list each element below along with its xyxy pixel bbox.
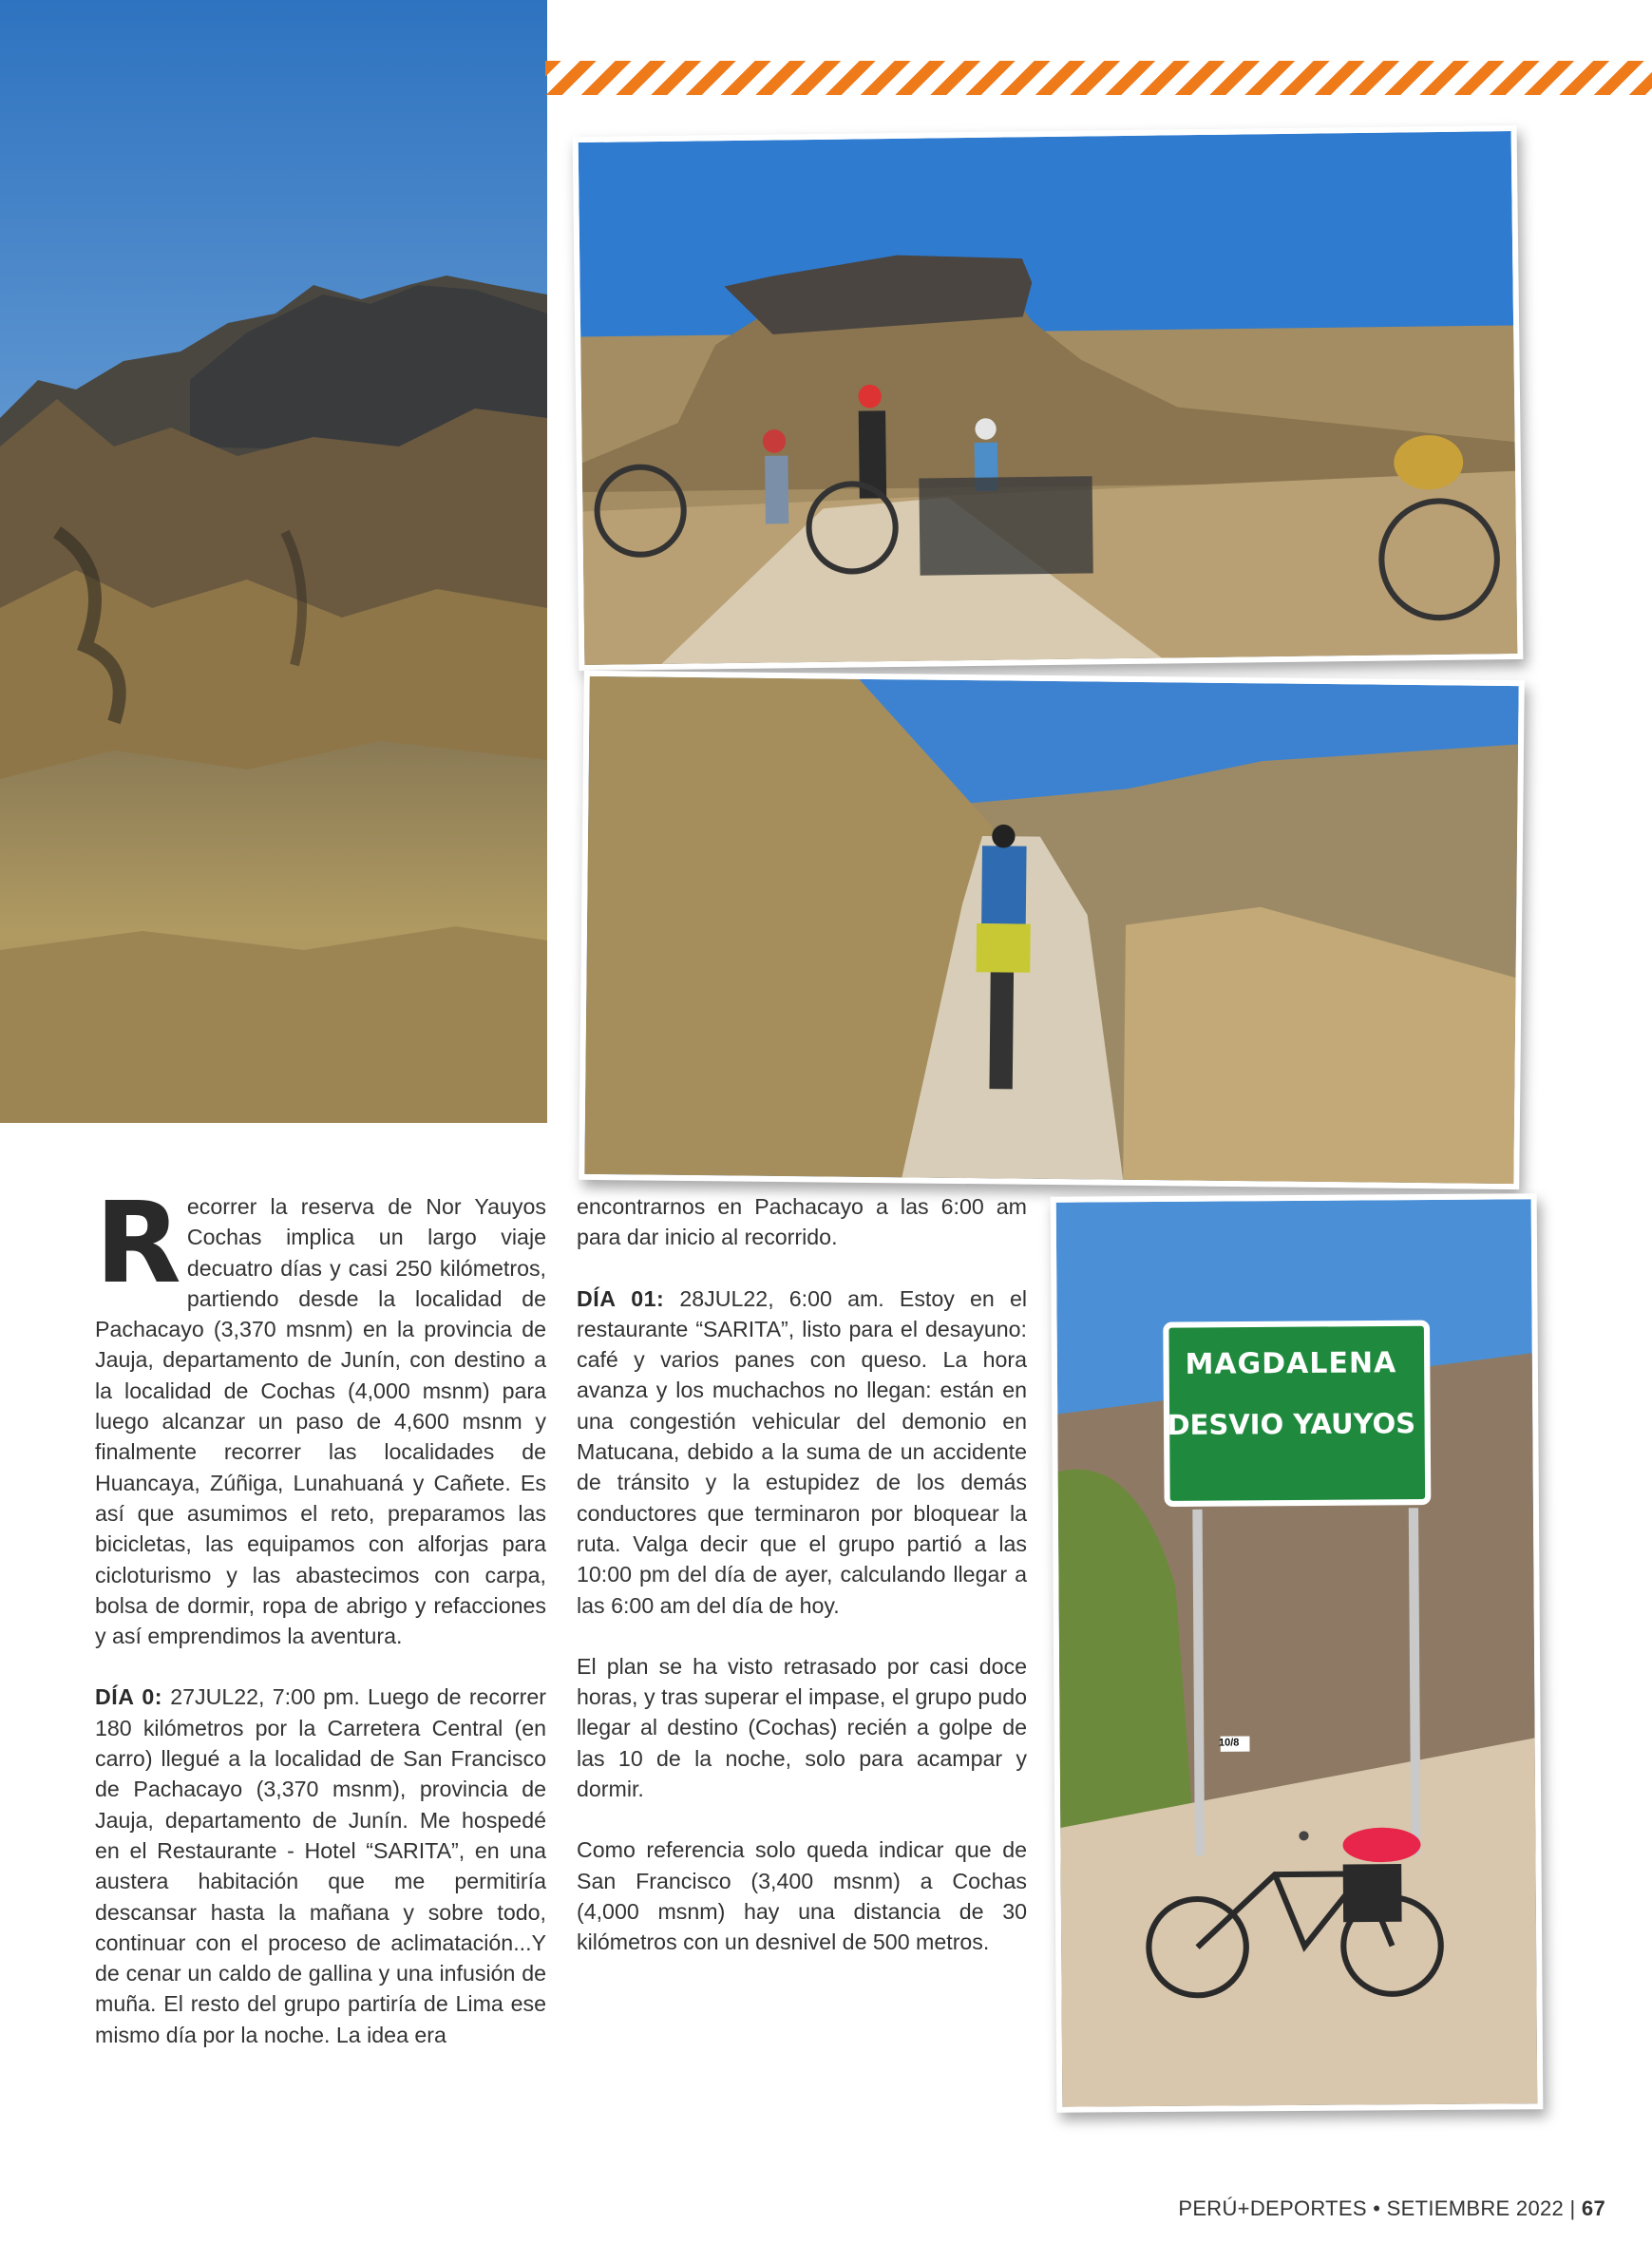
mountain-illustration (0, 0, 547, 1123)
day0-paragraph-text: 27JUL22, 7:00 pm. Luego de recorrer 180 kilómetros por la Carretera Central (en carro) llegué a la localidad de San Francisco de Pachacayo (3,370 msnm), provincia de Jauja, departamento de Junín. Me hospedé en el Restaurante - Hotel “SARITA”, en una austera habitación que me permitiría descansar hasta la mañana y sobre todo, continuar con el proceso de aclimatación...Y de cenar un caldo de gallina y una infusión de muña. El resto del grupo partiría de Lima ese mismo día por la noche. La idea era (95, 1684, 546, 2047)
decorative-orange-stripes (545, 61, 1652, 95)
cyclist-trail-photo (579, 671, 1525, 1189)
day1-paragraph-label: DÍA 01: (577, 1285, 665, 1311)
sign-line2: DESVIO YAUYOS (1167, 1407, 1416, 1441)
footer-magazine: PERÚ+DEPORTES • SETIEMBRE 2022 | (1178, 2196, 1582, 2220)
day0-paragraph-label: DÍA 0: (95, 1684, 162, 1710)
drop-cap: R (95, 1177, 181, 1308)
day1-paragraph-text: 28JUL22, 6:00 am. Estoy en el restaurante “SARITA”, listo para el desayuno: café y varios panes con queso. La hora avanza y los muchachos no llegan: están en una congestión vehicular del demonio en Matucana, debido a la suma de un accidente de tránsito y la estupidez de los demás conductores que terminaron por bloquear la ruta. Valga decir que el grupo partió a las 10:00 pm del día de ayer, calculando llegar a las 6:00 am del día de hoy. (577, 1285, 1027, 1618)
km-marker: 10/8 (1218, 1737, 1240, 1749)
page-number: 67 (1581, 2196, 1605, 2220)
sign-line1: MAGDALENA (1185, 1346, 1397, 1381)
intro-text: ecorrer la reserva de Nor Yauyos Cochas implica un largo viaje decuatro días y casi 250 kilómetros, partiendo desde la localidad de Pachacayo (3,370 msnm) en la provincia de Jauja, departamento de Junín, con destino a la localidad de Cochas (4,000 msnm) para luego alcanzar un paso de 4,600 msnm y finalmente recorrer las localidades de Huancaya, Zúñiga, Lunahuaná y Cañete. Es así que asumimos el reto, preparamos las bicicletas, las equipamos con alforjas para cicloturismo y las abastecimos con carpa, bolsa de dormir, ropa de abrigo y refacciones y así emprendimos la aventura. (95, 1194, 546, 1649)
mountain-landscape-photo (0, 0, 547, 1123)
plan-paragraph-text: El plan se ha visto retrasado por casi doce horas, y tras superar el impase, el grupo pudo llegar al destino (Cochas) recién a golpe de las 10 de la noche, solo para acampar y dormir. (577, 1653, 1027, 1802)
group-photo-illustration (579, 131, 1518, 665)
group-cyclists-photo (573, 125, 1524, 671)
cyclist-photo-illustration (584, 676, 1518, 1184)
day0-paragraph-continued-text: encontrarnos en Pachacayo a las 6:00 am para dar inicio al recorrido. (577, 1194, 1027, 1250)
reference-paragraph (577, 1834, 1027, 1957)
day0-paragraph-continued (577, 1191, 1027, 1253)
article-column-middle (577, 1191, 1027, 1988)
reference-paragraph-text: Como referencia solo queda indicar que de San Francisco (3,400 msnm) a Cochas (4,000 msnm) hay una distancia de 30 kilómetros con un desnivel de 500 metros. (577, 1837, 1027, 1955)
road-sign-photo (1051, 1193, 1544, 2113)
article-column-left (95, 1177, 546, 2081)
day0-paragraph (95, 1682, 546, 2050)
intro-paragraph (95, 1177, 546, 1651)
plan-paragraph (577, 1651, 1027, 1804)
page-footer (1178, 2196, 1605, 2221)
day1-paragraph (577, 1283, 1027, 1621)
sign-photo-illustration (1056, 1199, 1538, 2106)
